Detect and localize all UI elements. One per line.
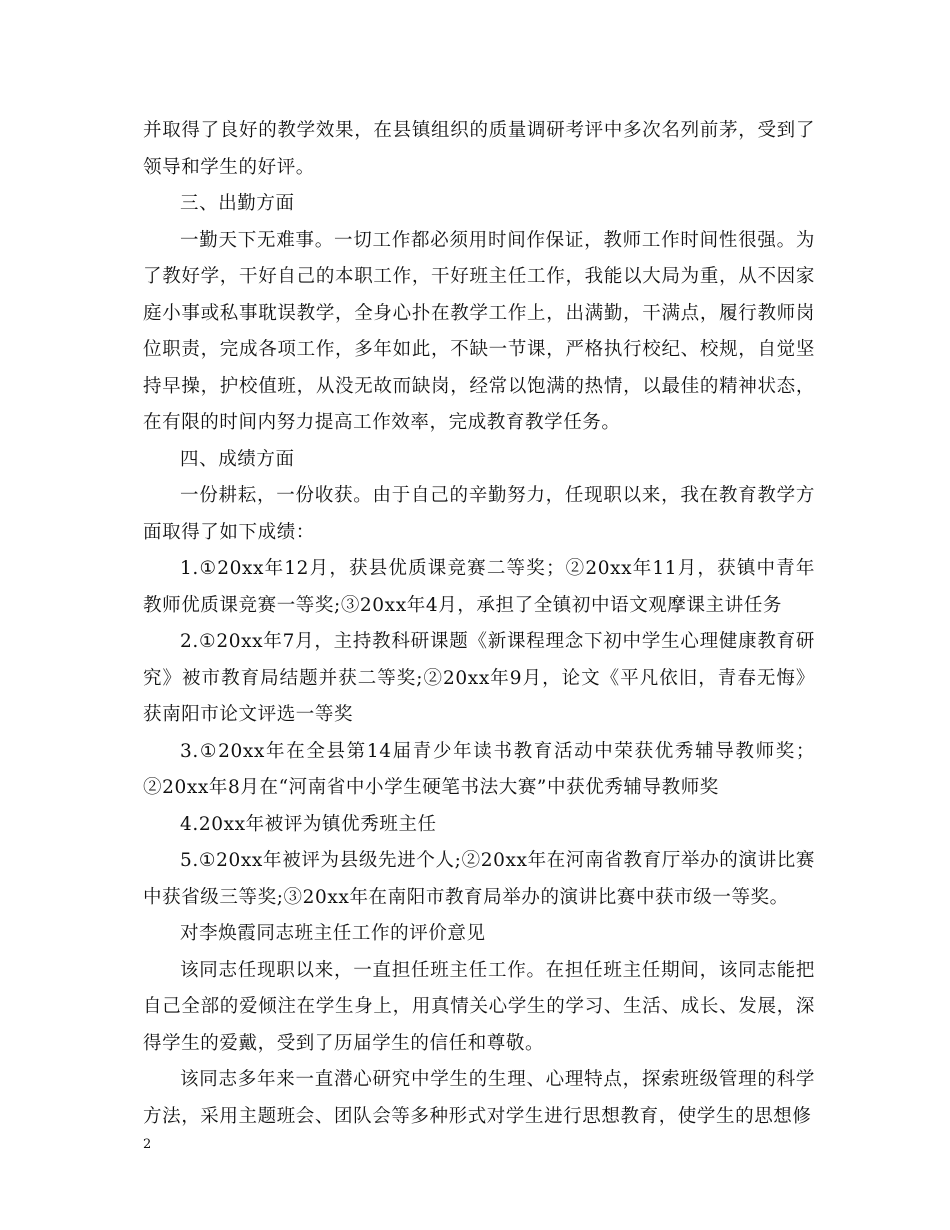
section-heading-achievements: 四、成绩方面 bbox=[180, 448, 295, 470]
paragraph: 一份耕耘，一份收获。由于自己的辛勤努力，任现职以来，我在教育教学方面取得了如下成绩： bbox=[143, 485, 815, 543]
paragraph: 并取得了良好的教学效果，在县镇组织的质量调研考评中多次名列前茅，受到了领导和学生的好评。 bbox=[143, 120, 815, 178]
paragraph: 一勤天下无难事。一切工作都必须用时间作保证，教师工作时间性很强。为了教好学，干好自己的本职工作，干好班主任工作，我能以大局为重，从不因家庭小事或私事耽误教学，全身心扑在教学工作上，出满勤，干满点，履行教师岗位职责，完成各项工作，多年如此，不缺一节课，严格执行校纪、校规，自觉坚持早操，护校值班，从没无故而缺岗，经常以饱满的热情，以最佳的精神状态，在有限的时间内努力提高工作效率，完成教育教学任务。 bbox=[143, 229, 815, 433]
evaluation-heading: 对李焕霞同志班主任工作的评价意见 bbox=[180, 923, 486, 944]
achievement-item-3: 3.①20xx年在全县第14届青少年读书教育活动中荣获优秀辅导教师奖；②20xx年8月在“河南省中小学生硬笔书法大赛”中获优秀辅导教师奖 bbox=[143, 740, 815, 798]
paragraph: 该同志任现职以来，一直担任班主任工作。在担任班主任期间，该同志能把自己全部的爱倾注在学生身上，用真情关心学生的学习、生活、成长、发展，深得学生的爱戴，受到了历届学生的信任和尊敬。 bbox=[143, 959, 815, 1054]
document-body bbox=[143, 113, 815, 1135]
achievement-item-2: 2.①20xx年7月，主持教科研课题《新课程理念下初中学生心理健康教育研究》被市教育局结题并获二等奖;②20xx年9月，论文《平凡依旧，青春无悔》获南阳市论文评选一等奖 bbox=[143, 631, 815, 725]
section-heading-attendance: 三、出勤方面 bbox=[180, 193, 295, 214]
achievement-item-5: 5.①20xx年被评为县级先进个人;②20xx年在河南省教育厅举办的演讲比赛中获省级三等奖;③20xx年在南阳市教育局举办的演讲比赛中获市级一等奖。 bbox=[143, 850, 815, 908]
achievement-item-1: 1.①20xx年12月，获县优质课竞赛二等奖；②20xx年11月，获镇中青年教师优质课竞赛一等奖;③20xx年4月，承担了全镇初中语文观摩课主讲任务 bbox=[143, 558, 815, 616]
achievement-item-4: 4.20xx年被评为镇优秀班主任 bbox=[180, 813, 437, 835]
page-number: 2 bbox=[143, 1137, 152, 1152]
paragraph: 该同志多年来一直潜心研究中学生的生理、心理特点，探索班级管理的科学方法，采用主题班会、团队会等多种形式对学生进行思想教育，使学生的思想修 bbox=[143, 1069, 815, 1127]
